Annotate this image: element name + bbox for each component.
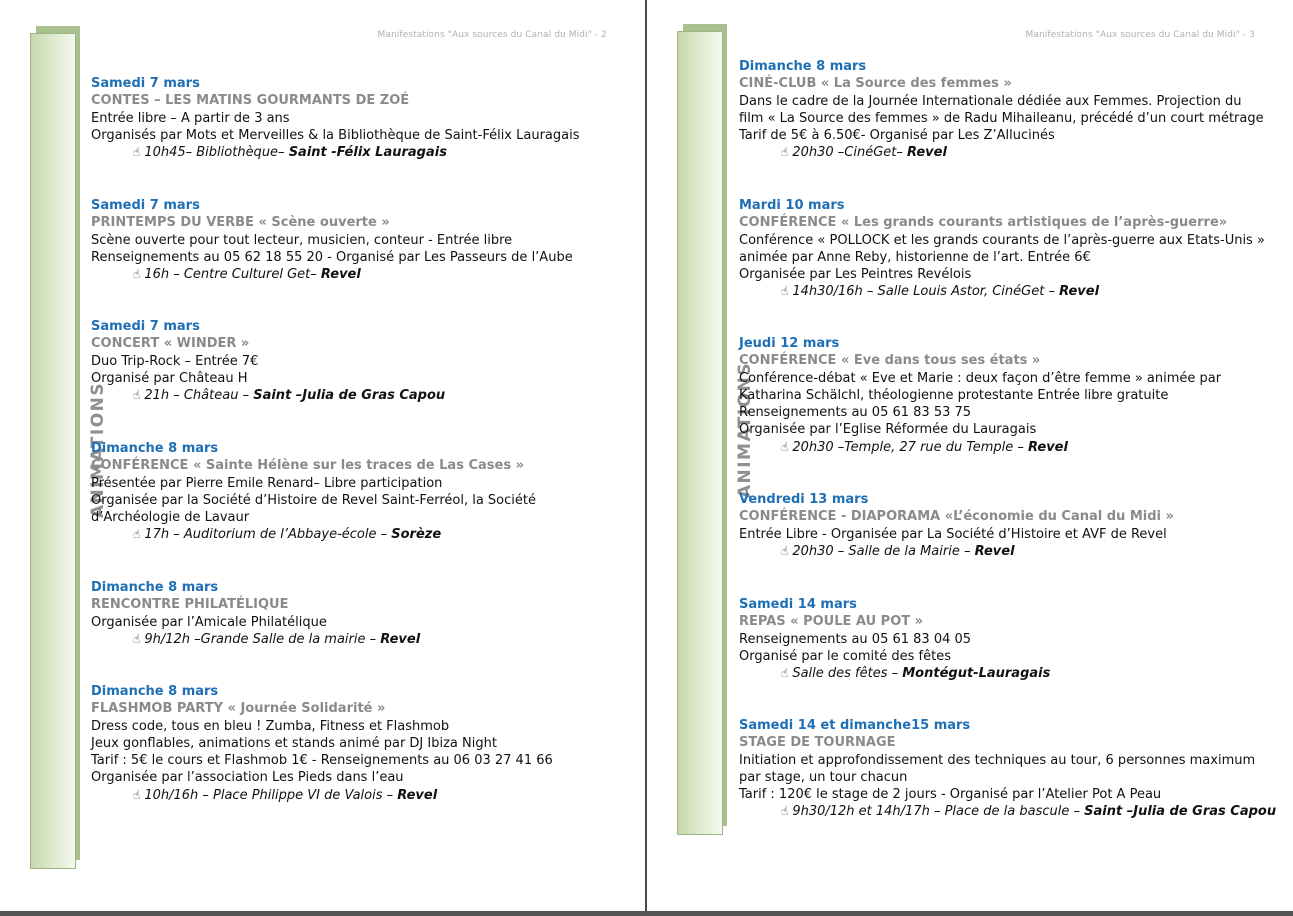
event-place: Revel: [974, 543, 1015, 559]
event-place: Revel: [397, 787, 438, 803]
pointing-hand-icon: ☝: [133, 267, 141, 282]
event-date: Vendredi 13 mars: [739, 492, 869, 507]
event-time: 14h30/16h – Salle Louis Astor, CinéGet –: [792, 284, 1060, 300]
event-title: CONCERT « WINDER »: [91, 336, 250, 352]
event-date: Dimanche 8 mars: [91, 580, 219, 595]
event-line: Présentée par Pierre Emile Renard– Libre participation: [91, 475, 443, 491]
pointing-hand-icon: ☝: [781, 543, 789, 558]
event-line: par stage, un tour chacun: [739, 769, 908, 785]
pointing-hand-icon: ☝: [133, 388, 141, 403]
event-location: [91, 144, 580, 161]
event-time: 21h – Château –: [144, 388, 254, 404]
event-line: Initiation et approfondissement des techniques au tour, 6 personnes maximum: [739, 752, 1256, 768]
event-line: Organisée par l’Amicale Philatélique: [91, 614, 327, 630]
event-date: Samedi 7 mars: [91, 198, 200, 213]
event-time: 10h45– Bibliothèque–: [144, 145, 289, 161]
event-location: [91, 266, 573, 283]
event-item: [91, 579, 420, 648]
event-place: Revel: [1059, 284, 1100, 300]
pointing-hand-icon: ☝: [133, 527, 141, 542]
event-line: Katharina Schälchl, théologienne protestante Entrée libre gratuite: [739, 387, 1169, 403]
event-place: Revel: [380, 631, 421, 647]
event-line: Organisés par Mots et Merveilles & la Bibliothèque de Saint-Félix Lauragais: [91, 127, 580, 143]
event-place: Revel: [907, 145, 947, 161]
event-time: 9h30/12h et 14h/17h – Place de la bascule –: [792, 804, 1085, 820]
event-line: Conférence « POLLOCK et les grands courants de l’après-guerre aux Etats-Unis »: [739, 232, 1265, 248]
event-line: Organisée par Les Peintres Revélois: [739, 267, 972, 283]
event-place: Montégut-Lauragais: [902, 666, 1051, 682]
event-title: CONFÉRENCE « Les grands courants artistiques de l’après-guerre»: [739, 215, 1228, 231]
event-place: Saint –Julia de Gras Capou: [253, 388, 446, 404]
event-line: Renseignements au 05 62 18 55 20 - Organisé par Les Passeurs de l’Aube: [91, 249, 573, 265]
event-location: [91, 387, 445, 404]
event-line: Organisée par la Société d’Histoire de Revel Saint-Ferréol, la Société: [91, 492, 536, 508]
event-title: CINÉ-CLUB « La Source des femmes »: [739, 76, 1012, 92]
event-item: [739, 58, 1264, 162]
event-location: [739, 144, 1264, 161]
event-line: Jeux gonflables, animations et stands animé par DJ Ibiza Night: [91, 735, 497, 751]
event-date: Dimanche 8 mars: [739, 59, 867, 74]
event-location: [739, 283, 1265, 300]
event-line: Conférence-débat « Eve et Marie : deux façon d’être femme » animée par: [739, 370, 1222, 386]
event-line: Organisé par Château H: [91, 370, 248, 386]
event-place: Sorèze: [391, 527, 442, 543]
page-header: Manifestations "Aux sources du Canal du Midi" - 3: [1025, 30, 1255, 40]
event-item: [91, 197, 573, 283]
event-line: Renseignements au 05 61 83 53 75: [739, 405, 972, 421]
event-item: [91, 683, 553, 804]
event-line: Tarif : 5€ le cours et Flashmob 1€ - Renseignements au 06 03 27 41 66: [91, 753, 553, 769]
event-title: PRINTEMPS DU VERBE « Scène ouverte »: [91, 215, 390, 231]
event-line: Scène ouverte pour tout lecteur, musicien, conteur - Entrée libre: [91, 232, 513, 248]
event-title: CONTES – LES MATINS GOURMANTS DE ZOÉ: [91, 93, 410, 109]
band-label: ANIMATIONS: [735, 361, 756, 499]
event-date: Dimanche 8 mars: [91, 684, 219, 699]
event-item: [739, 197, 1265, 301]
event-line: Organisée par l’association Les Pieds dans l’eau: [91, 770, 404, 786]
event-line: Tarif : 120€ le stage de 2 jours - Organisé par l’Atelier Pot A Peau: [739, 787, 1162, 803]
event-item: [739, 491, 1174, 560]
event-time: 20h30 – Salle de la Mairie –: [792, 543, 975, 559]
event-item: [91, 440, 536, 544]
event-line: film « La Source des femmes » de Radu Mihaileanu, précédé d’un court métrage: [739, 110, 1264, 126]
event-date: Jeudi 12 mars: [739, 336, 840, 351]
pointing-hand-icon: ☝: [781, 804, 789, 819]
page-2: [0, 0, 645, 912]
event-title: FLASHMOB PARTY « Journée Solidarité »: [91, 701, 386, 717]
pointing-hand-icon: ☝: [133, 631, 141, 646]
page-header: Manifestations "Aux sources du Canal du Midi" - 2: [377, 30, 607, 40]
event-place: Revel: [320, 267, 361, 283]
event-location: [739, 803, 1276, 820]
event-location: [91, 787, 553, 804]
event-item: [91, 75, 580, 161]
event-location: [739, 439, 1221, 456]
pointing-hand-icon: ☝: [133, 787, 141, 802]
event-item: [739, 335, 1221, 456]
event-line: Organisée par l’Eglise Réformée du Lauragais: [739, 422, 1037, 438]
event-date: Mardi 10 mars: [739, 198, 845, 213]
event-date: Samedi 7 mars: [91, 319, 200, 334]
event-location: [91, 631, 420, 648]
event-title: CONFÉRENCE « Eve dans tous ses états »: [739, 353, 1041, 369]
event-location: [739, 665, 1050, 682]
event-line: Renseignements au 05 61 83 04 05: [739, 631, 972, 647]
pointing-hand-icon: ☝: [781, 666, 789, 681]
pointing-hand-icon: ☝: [781, 284, 789, 299]
event-place: Saint -Félix Lauragais: [288, 145, 447, 161]
event-title: RENCONTRE PHILATÉLIQUE: [91, 597, 289, 613]
event-time: Salle des fêtes –: [792, 666, 903, 682]
pointing-hand-icon: ☝: [781, 439, 789, 454]
event-line: Organisé par le comité des fêtes: [739, 648, 951, 664]
event-date: Samedi 7 mars: [91, 76, 200, 91]
event-location: [739, 543, 1174, 560]
event-date: Samedi 14 mars: [739, 597, 857, 612]
event-line: animée par Anne Reby, historienne de l’art. Entrée 6€: [739, 249, 1091, 265]
event-line: d’Archéologie de Lavaur: [91, 510, 250, 526]
event-time: 9h/12h –Grande Salle de la mairie –: [144, 631, 381, 647]
event-line: Tarif de 5€ à 6.50€- Organisé par Les Z’Allucinés: [739, 128, 1055, 144]
event-date: Dimanche 8 mars: [91, 441, 219, 456]
event-title: CONFÉRENCE - DIAPORAMA «L’économie du Canal du Midi »: [739, 509, 1174, 525]
event-place: Revel: [1028, 439, 1068, 455]
event-time: 20h30 –CinéGet–: [792, 145, 907, 161]
event-line: Dans le cadre de la Journée Internationale dédiée aux Femmes. Projection du: [739, 93, 1242, 109]
event-item: [91, 318, 445, 404]
event-line: Entrée Libre - Organisée par La Société d’Histoire et AVF de Revel: [739, 526, 1167, 542]
event-time: 17h – Auditorium de l’Abbaye-école –: [144, 527, 392, 543]
event-line: Entrée libre – A partir de 3 ans: [91, 110, 290, 126]
event-item: [739, 596, 1050, 682]
event-date: Samedi 14 et dimanche15 mars: [739, 718, 971, 733]
event-line: Duo Trip-Rock – Entrée 7€: [91, 353, 259, 369]
event-title: REPAS « POULE AU POT »: [739, 614, 924, 630]
pointing-hand-icon: ☝: [781, 145, 789, 160]
event-title: CONFÉRENCE « Sainte Hélène sur les traces de Las Cases »: [91, 458, 524, 474]
bottom-bar: [0, 911, 1293, 916]
event-time: 20h30 –Temple, 27 rue du Temple –: [792, 439, 1029, 455]
event-time: 16h – Centre Culturel Get–: [144, 267, 321, 283]
pointing-hand-icon: ☝: [133, 145, 141, 160]
event-item: [739, 717, 1276, 821]
page-3: [647, 0, 1293, 912]
event-time: 10h/16h – Place Philippe VI de Valois –: [144, 787, 398, 803]
band-label: ANIMATIONS: [88, 381, 109, 519]
event-location: [91, 526, 536, 543]
event-place: Saint –Julia de Gras Capou: [1084, 804, 1277, 820]
event-line: Dress code, tous en bleu ! Zumba, Fitness et Flashmob: [91, 718, 450, 734]
event-title: STAGE DE TOURNAGE: [739, 735, 896, 751]
